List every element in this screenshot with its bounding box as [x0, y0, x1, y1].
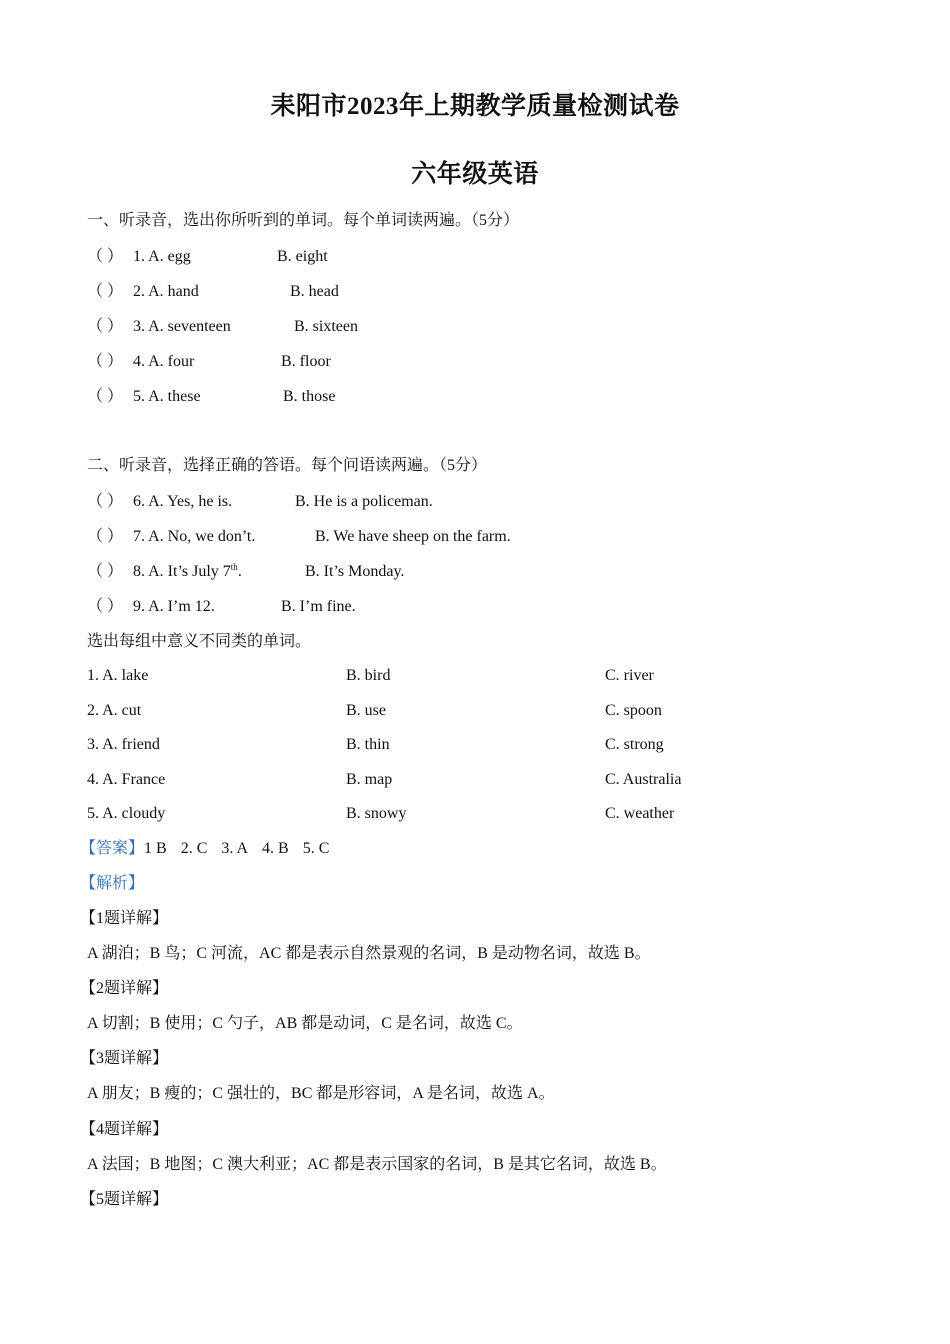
option-b: B. I’m fine. [281, 598, 356, 615]
option-b: B. head [290, 283, 339, 300]
page-subtitle: 六年级英语 [411, 161, 539, 188]
answer-line [80, 839, 329, 859]
answer-value: 1 B [144, 840, 167, 857]
option-a: 8. A. It’s July 7 [133, 563, 231, 580]
word-option: C. river [605, 667, 654, 684]
answer-value: 3. A [221, 840, 249, 857]
question-8 [87, 562, 242, 582]
word-option: C. weather [605, 805, 675, 822]
section1-heading: 一、听录音，选出你所听到的单词。每个单词读两遍。（5分） [87, 212, 520, 229]
question-5 [87, 387, 201, 407]
word-option: B. thin [346, 736, 390, 753]
option-a-end: . [237, 563, 242, 580]
question-6 [87, 492, 232, 512]
option-a: 7. A. No, we don’t. [133, 528, 256, 545]
detail-label: 【4题详解】 [80, 1121, 169, 1138]
option-b: B. It’s Monday. [305, 563, 405, 580]
answer-value: 5. C [302, 840, 330, 857]
word-option: B. bird [346, 667, 391, 684]
answer-paren: （ ） [87, 493, 124, 510]
answer-paren: （ ） [87, 353, 124, 370]
option-b: B. sixteen [294, 318, 358, 335]
question-4 [87, 352, 194, 372]
page-title: 耒阳市2023年上期教学质量检测试卷 [270, 93, 680, 120]
detail-label: 【1题详解】 [80, 910, 169, 927]
answer-value: 4. B [262, 840, 289, 857]
word-option: 3. A. friend [87, 736, 160, 753]
answer-paren: （ ） [87, 248, 124, 265]
answer-paren: （ ） [87, 563, 124, 580]
answer-paren: （ ） [87, 283, 124, 300]
option-a: 9. A. I’m 12. [133, 598, 215, 615]
option-a: 6. A. Yes, he is. [133, 493, 233, 510]
detail-label: 【2题详解】 [80, 980, 169, 997]
superscript: th [230, 562, 238, 572]
option-b: B. eight [277, 248, 328, 265]
word-option: 2. A. cut [87, 702, 142, 719]
section3-heading: 选出每组中意义不同类的单词。 [87, 633, 312, 650]
word-option: B. use [346, 702, 386, 719]
answer-paren: （ ） [87, 318, 124, 335]
question-3 [87, 317, 231, 337]
option-a: 1. A. egg [133, 248, 191, 265]
option-a: 3. A. seventeen [133, 318, 231, 335]
option-b: B. those [283, 388, 336, 405]
option-a: 2. A. hand [133, 283, 199, 300]
word-option: B. map [346, 771, 393, 788]
question-7 [87, 527, 255, 547]
word-option: 1. A. lake [87, 667, 149, 684]
detail-label: 【5题详解】 [80, 1191, 169, 1208]
word-option: 4. A. France [87, 771, 166, 788]
question-9 [87, 597, 215, 617]
answer-label: 【答案】 [80, 840, 145, 857]
question-1 [87, 247, 191, 267]
section2-heading: 二、听录音，选择正确的答语。每个问语读两遍。（5分） [87, 457, 488, 474]
detail-text: A 切割；B 使用；C 勺子，AB 都是动词，C 是名词，故选 C。 [87, 1015, 523, 1032]
word-option: C. Australia [605, 771, 682, 788]
option-b: B. We have sheep on the farm. [315, 528, 511, 545]
word-option: C. strong [605, 736, 664, 753]
answer-paren: （ ） [87, 598, 124, 615]
question-2 [87, 282, 199, 302]
detail-label: 【3题详解】 [80, 1050, 169, 1067]
detail-text: A 法国；B 地图；C 澳大利亚；AC 都是表示国家的名词，B 是其它名词，故选 B。 [87, 1156, 667, 1173]
detail-text: A 朋友；B 瘦的；C 强壮的，BC 都是形容词，A 是名词，故选 A。 [87, 1085, 555, 1102]
answer-paren: （ ） [87, 528, 124, 545]
word-option: C. spoon [605, 702, 662, 719]
option-a: 5. A. these [133, 388, 201, 405]
word-option: 5. A. cloudy [87, 805, 166, 822]
detail-text: A 湖泊；B 鸟；C 河流，AC 都是表示自然景观的名词，B 是动物名词，故选 B。 [87, 945, 651, 962]
word-option: B. snowy [346, 805, 407, 822]
answer-paren: （ ） [87, 388, 124, 405]
answer-value: 2. C [180, 840, 208, 857]
option-b: B. He is a policeman. [295, 493, 433, 510]
analysis-label: 【解析】 [80, 875, 145, 892]
option-b: B. floor [281, 353, 331, 370]
option-a: 4. A. four [133, 353, 195, 370]
